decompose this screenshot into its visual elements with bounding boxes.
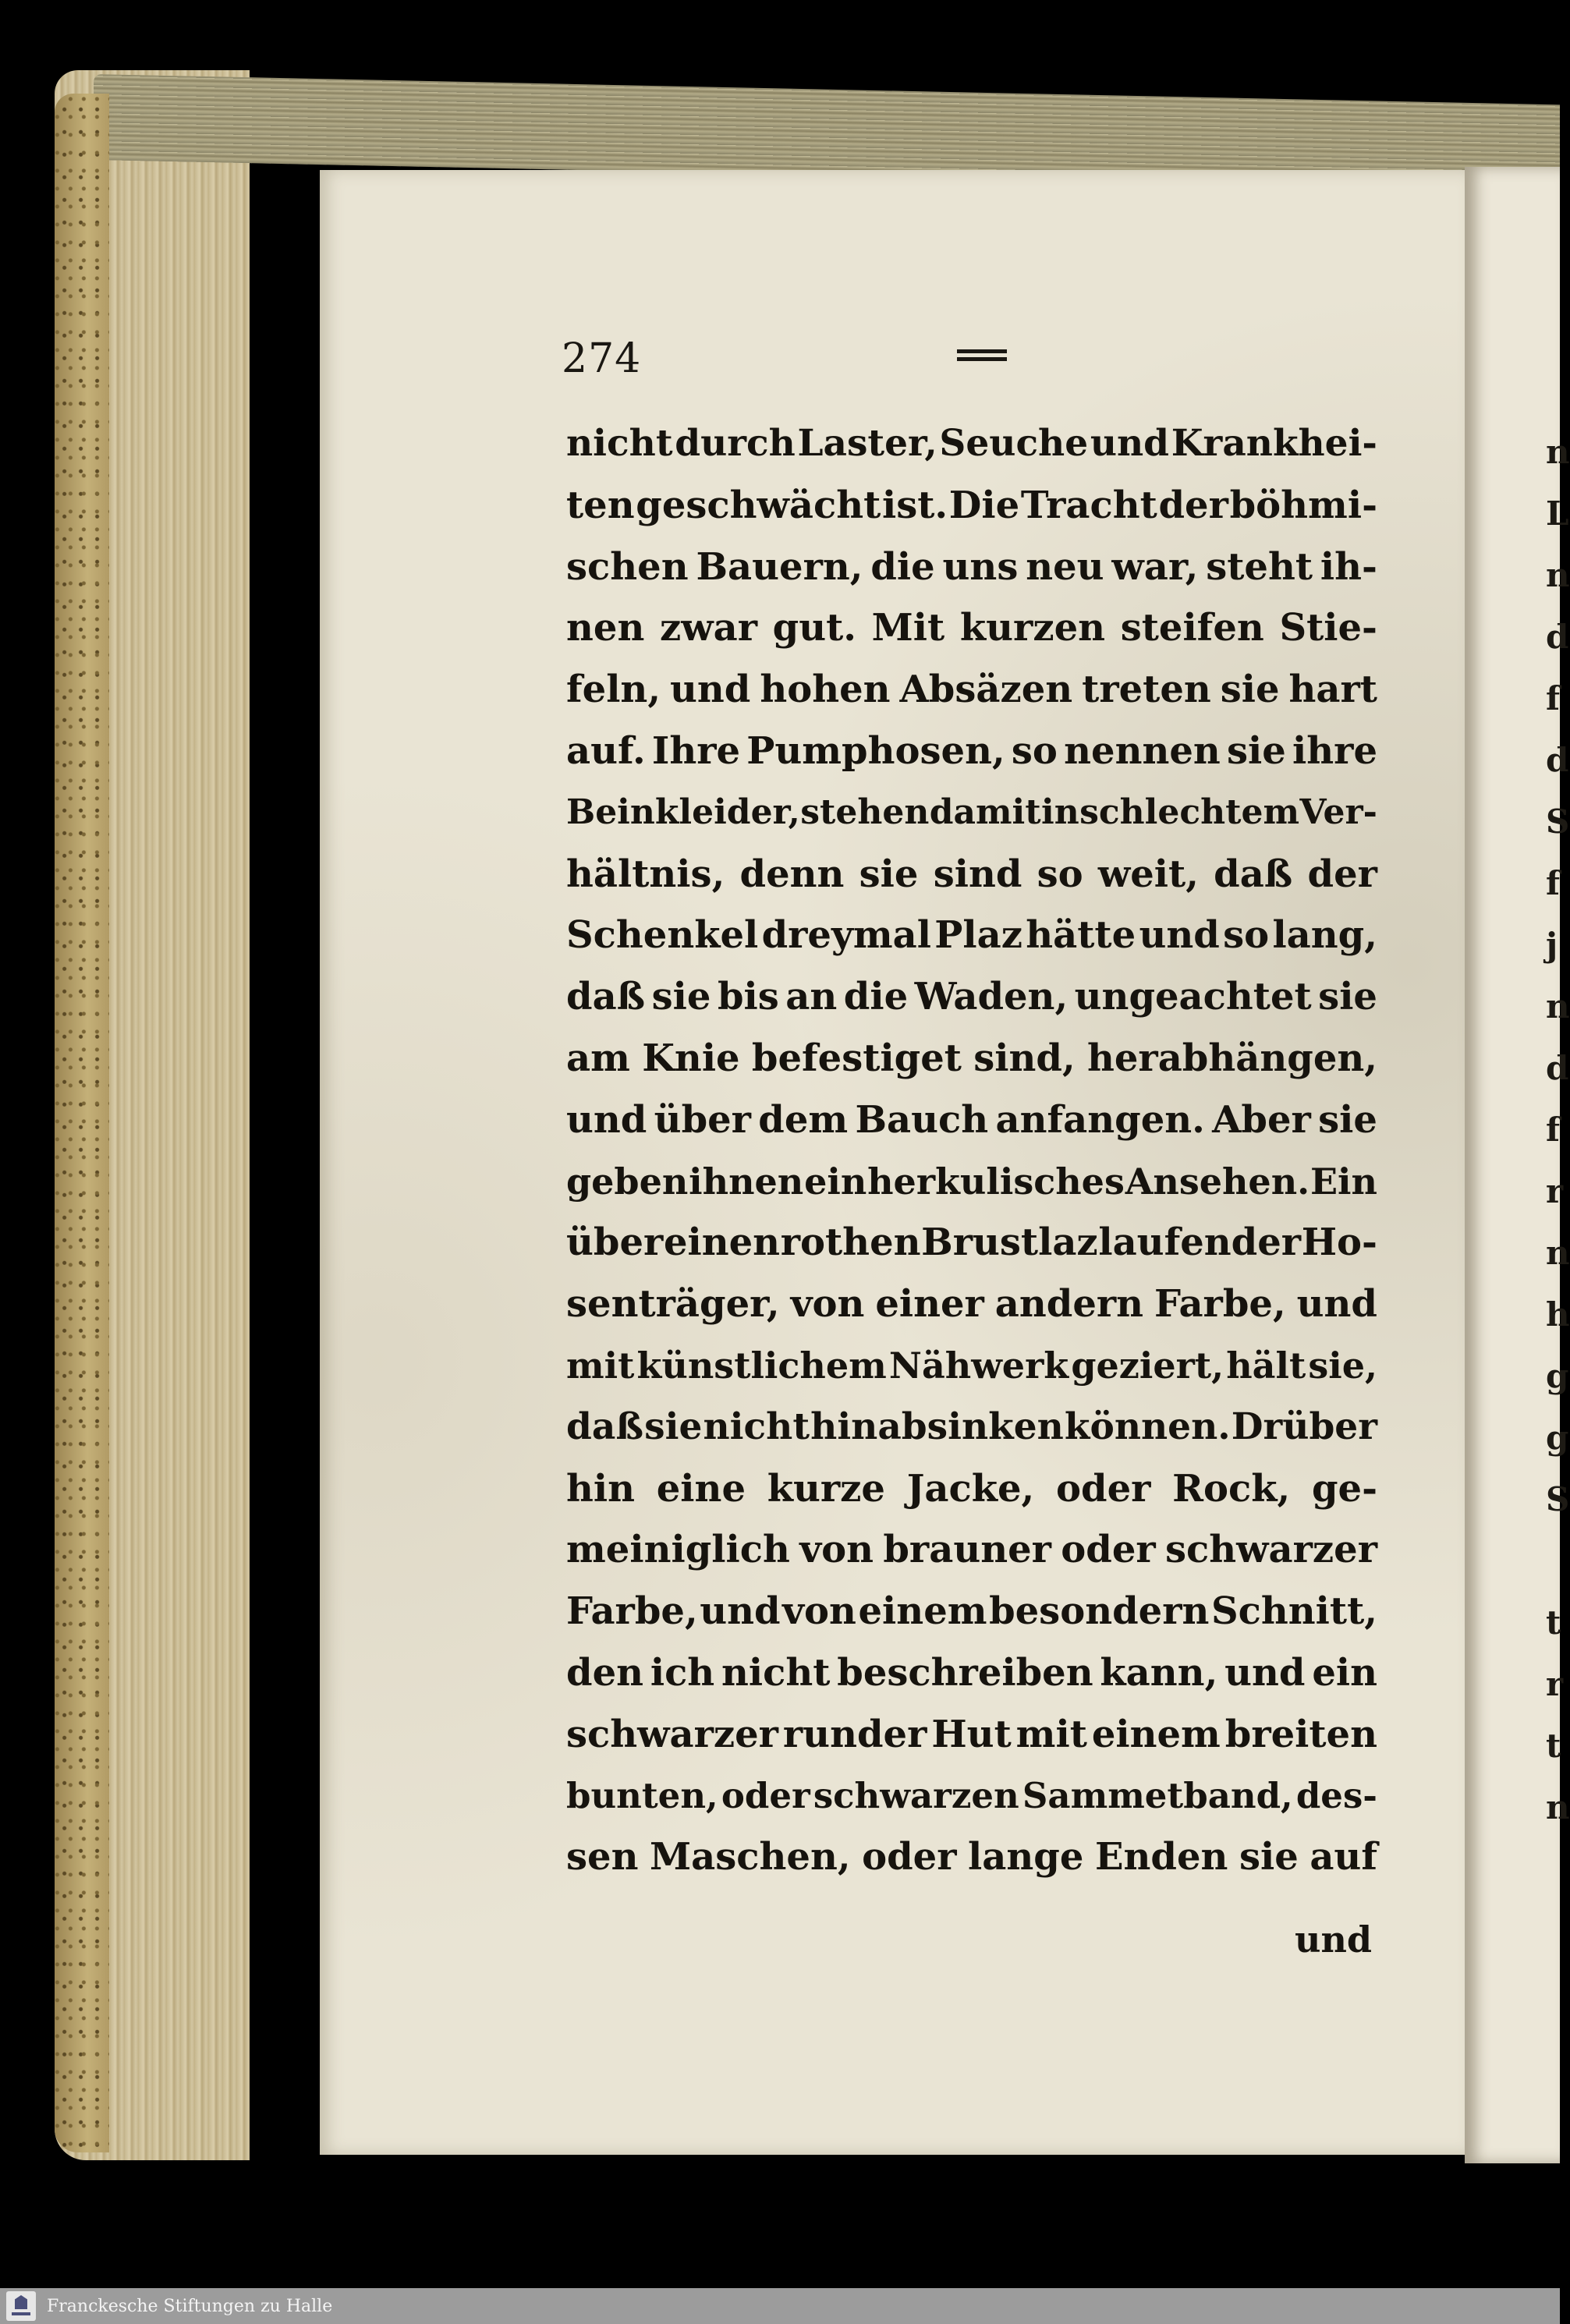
catchword: und: [1295, 1918, 1373, 1961]
text-line: daß sie bis an die Waden, ungeachtet sie: [566, 975, 1377, 1019]
facing-page-letter: t: [1546, 1727, 1561, 1765]
text-line: geben ihnen ein herkulisches Ansehen. Ein: [566, 1160, 1377, 1203]
facing-page-text-fragment: [1546, 421, 1570, 1900]
facing-page-letter: [1546, 1530, 1560, 1592]
facing-page-letter: t: [1546, 1603, 1561, 1642]
facing-page-letter: g: [1546, 1357, 1569, 1395]
text-line: schen Bauern, die uns neu war, steht ih-: [566, 544, 1377, 589]
facing-page-letter: n: [1546, 1788, 1570, 1826]
text-line: senträger, von einer andern Farbe, und: [566, 1282, 1377, 1327]
text-line: am Knie befestiget sind, herabhängen,: [566, 1036, 1377, 1080]
facing-page-letter: n: [1546, 987, 1570, 1026]
facing-page-letter: d: [1546, 618, 1569, 656]
text-line: über einen rothen Brustlaz laufender Ho-: [566, 1220, 1377, 1265]
facing-page-letter: S: [1546, 1480, 1570, 1518]
text-line: Beinkleider, stehen damit in schlechtem Ver-: [566, 792, 1377, 832]
text-line: nicht durch Laster, Seuche und Krankhei-: [566, 422, 1377, 465]
facing-page-letter: j: [1546, 926, 1558, 964]
header-ornament: [957, 349, 1007, 368]
facing-page-letter: d: [1546, 741, 1569, 779]
facing-page-letter: f: [1546, 864, 1561, 902]
facing-page-letter: h: [1546, 1295, 1570, 1334]
page-text: [566, 413, 1377, 1888]
page-number: 274: [562, 335, 642, 382]
footer-credit: Franckesche Stiftungen zu Halle: [47, 2296, 333, 2316]
text-line: feln, und hohen Absäzen treten sie hart: [566, 668, 1377, 712]
book-cover-edge: [55, 94, 109, 2152]
facing-page-letter: r: [1546, 1172, 1564, 1210]
page-header: [562, 335, 1474, 398]
text-line: und über dem Bauch anfangen. Aber sie: [566, 1097, 1377, 1142]
text-line: daß sie nicht hinabsinken können. Drüber: [566, 1405, 1377, 1448]
facing-page-letter: f: [1546, 1111, 1561, 1149]
text-line: hältnis, denn sie sind so weit, daß der: [566, 852, 1377, 896]
facing-page-letter: f: [1546, 679, 1561, 717]
text-line: hin eine kurze Jacke, oder Rock, ge-: [566, 1466, 1377, 1511]
facing-page-letter: n: [1546, 1234, 1570, 1272]
text-line: auf. Ihre Pumphosen, so nennen sie ihre: [566, 728, 1377, 773]
text-line: nen zwar gut. Mit kurzen steifen Stie-: [566, 606, 1377, 650]
text-line: ten geschwächt ist. Die Tracht der böhmi-: [566, 483, 1377, 527]
facing-page-letter: r: [1546, 1665, 1564, 1703]
text-line: den ich nicht beschreiben kann, und ein: [566, 1650, 1377, 1695]
text-line: schwarzer runder Hut mit einem breiten: [566, 1712, 1377, 1756]
facing-page-letter: n: [1546, 556, 1570, 594]
facing-page-letter: d: [1546, 1049, 1569, 1087]
text-line: mit künstlichem Nähwerk geziert, hält sie,: [566, 1344, 1377, 1387]
text-line: Schenkel dreymal Plaz hätte und so lang,: [566, 913, 1377, 958]
facing-page-letter: S: [1546, 802, 1570, 841]
text-line: meiniglich von brauner oder schwarzer: [566, 1528, 1377, 1572]
facing-page-letter: L: [1546, 494, 1569, 533]
institution-logo-icon: [6, 2291, 36, 2321]
facing-page-letter: [1546, 1838, 1560, 1900]
viewer-footer: [0, 2288, 1560, 2324]
text-line: sen Maschen, oder lange Enden sie auf: [566, 1835, 1377, 1879]
facing-page-letter: g: [1546, 1419, 1569, 1457]
text-line: bunten, oder schwarzen Sammetband, des-: [566, 1774, 1377, 1816]
facing-page-letter: n: [1546, 433, 1570, 471]
text-line: Farbe, und von einem besondern Schnitt,: [566, 1589, 1377, 1634]
